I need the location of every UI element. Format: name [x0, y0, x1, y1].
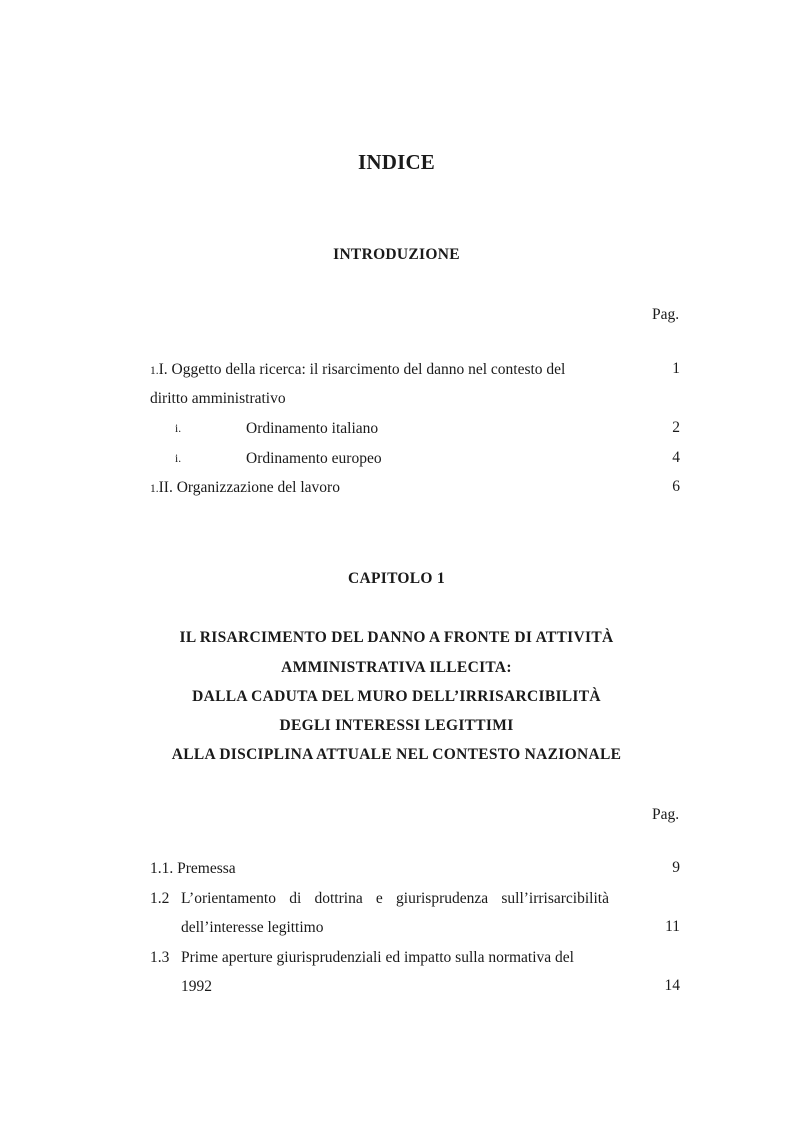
toc-entry-1-1 [150, 859, 236, 879]
toc-subentry-number: i. [175, 423, 182, 435]
toc-entry-number: I. [158, 361, 168, 378]
toc-entry-page: 9 [672, 859, 680, 876]
index-title: INDICE [357, 150, 436, 174]
toc-entry-number: 1.2 [150, 890, 170, 907]
toc-entry-intro-1-line1 [150, 360, 565, 381]
introduction-heading: INTRODUZIONE [333, 246, 460, 263]
toc-entry-number-prefix: 1. [150, 365, 159, 377]
toc-entry-word: di [289, 890, 302, 907]
toc-entry-page: 11 [665, 918, 680, 935]
toc-entry-number: 1.3 [150, 949, 170, 966]
toc-subentry-text: Ordinamento italiano [246, 420, 379, 437]
toc-entry-page: 4 [672, 449, 680, 466]
chapter-title-line: DEGLI INTERESSI LEGITTIMI [279, 717, 514, 734]
toc-entry-number-prefix: 1. [150, 483, 159, 495]
toc-entry-word: e [375, 890, 383, 907]
toc-entry-intro-4 [150, 478, 340, 499]
toc-entry-text: Premessa [177, 860, 236, 877]
toc-subentry-text: Ordinamento europeo [246, 450, 382, 467]
toc-subentry-number: i. [175, 453, 182, 465]
toc-entry-word: giurisprudenza [396, 890, 489, 907]
chapter-pag-label: Pag. [652, 806, 680, 823]
toc-entry-word: L’orientamento [181, 890, 276, 907]
toc-entry-number: 1.1. [150, 860, 174, 877]
toc-entry-page: 14 [664, 977, 680, 994]
toc-entry-1-2-line2: dell’interesse legittimo [181, 919, 324, 936]
intro-pag-label: Pag. [652, 306, 680, 323]
toc-entry-word: sull’irrisarcibilità [501, 890, 609, 907]
toc-entry-page: 1 [672, 360, 680, 377]
chapter-title-line: IL RISARCIMENTO DEL DANNO A FRONTE DI ATTIVITÀ [179, 629, 614, 646]
toc-entry-1-3-line1: Prime aperture giurisprudenziali ed impatto sulla normativa del [181, 949, 574, 966]
toc-entry-1-2-line1 [181, 889, 609, 909]
chapter-heading: CAPITOLO 1 [347, 570, 446, 587]
toc-entry-1-3-line2: 1992 [181, 978, 212, 995]
toc-entry-text: Organizzazione del lavoro [176, 479, 340, 496]
toc-entry-page: 6 [672, 478, 680, 495]
chapter-title-line: ALLA DISCIPLINA ATTUALE NEL CONTESTO NAZIONALE [171, 746, 622, 763]
toc-entry-word: dottrina [314, 890, 363, 907]
toc-entry-intro-1-line2: diritto amministrativo [150, 390, 286, 407]
toc-entry-number: II. [158, 479, 173, 496]
toc-entry-text: Oggetto della ricerca: il risarcimento del danno nel contesto del [171, 361, 566, 378]
chapter-title-line: AMMINISTRATIVA ILLECITA: [281, 659, 512, 676]
chapter-title-line: DALLA CADUTA DEL MURO DELL’IRRISARCIBILITÀ [192, 688, 601, 705]
toc-entry-page: 2 [672, 419, 680, 436]
